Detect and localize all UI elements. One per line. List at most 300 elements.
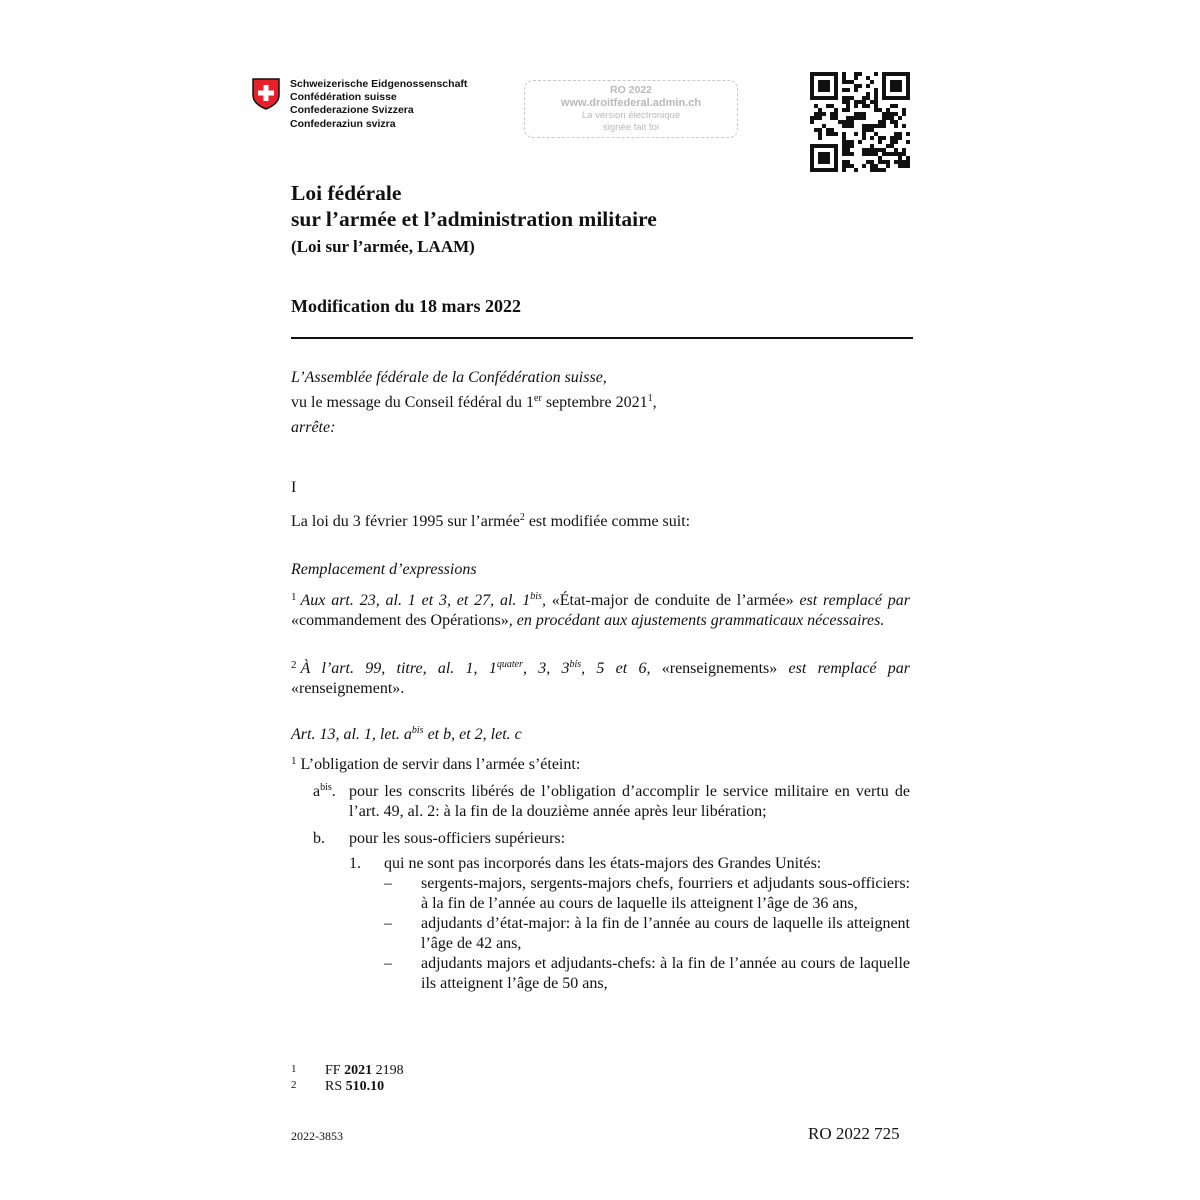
qr-module	[854, 116, 858, 120]
conf-line-fr: Confédération suisse	[290, 91, 397, 104]
qr-module	[902, 124, 906, 128]
article-paragraph-1	[291, 751, 580, 775]
qr-module	[874, 100, 878, 104]
qr-module	[846, 120, 850, 124]
qr-module	[822, 160, 826, 164]
footnote-2	[291, 1079, 591, 1095]
qr-module	[906, 160, 910, 164]
qr-module	[898, 136, 902, 140]
qr-module	[878, 148, 882, 152]
qr-module	[874, 148, 878, 152]
qr-module	[898, 156, 902, 160]
qr-module	[846, 108, 850, 112]
qr-module	[854, 76, 858, 80]
qr-module	[830, 132, 834, 136]
confederation-names	[290, 78, 467, 131]
qr-module	[842, 136, 846, 140]
qr-module	[850, 152, 854, 156]
item-abis-label	[313, 782, 336, 802]
qr-module	[890, 136, 894, 140]
qr-module	[826, 96, 830, 100]
qr-module	[842, 160, 846, 164]
qr-module	[894, 148, 898, 152]
qr-module	[842, 88, 846, 92]
qr-module	[894, 84, 898, 88]
replacement-heading: Remplacement d’expressions	[291, 561, 477, 578]
preamble-decree: arrête:	[291, 419, 336, 436]
qr-module	[882, 160, 886, 164]
qr-module	[870, 100, 874, 104]
qr-module	[830, 168, 834, 172]
qr-module	[882, 148, 886, 152]
qr-module	[894, 152, 898, 156]
qr-module	[886, 108, 890, 112]
message-text-2: septembre 2021	[541, 394, 648, 411]
qr-module	[814, 144, 818, 148]
qr-module	[842, 148, 846, 152]
qr-module	[834, 156, 838, 160]
modification-date: Modification du 18 mars 2022	[291, 296, 522, 316]
qr-module	[810, 116, 814, 120]
qr-module	[886, 144, 890, 148]
preamble-assembly: L’Assemblée fédérale de la Confédération suisse,	[291, 369, 607, 386]
title-line-2: sur l’armée et l’administration militaire	[291, 207, 657, 231]
qr-module	[894, 72, 898, 76]
p2-ref: À l’art. 99, titre, al. 1, 1	[300, 660, 497, 677]
p2-ref-2: , 3, 3	[522, 660, 570, 677]
qr-module	[846, 80, 850, 84]
qr-module	[882, 76, 886, 80]
qr-module	[902, 160, 906, 164]
qr-module	[906, 88, 910, 92]
qr-code-icon[interactable]	[810, 72, 910, 172]
intro-text: La loi du 3 février 1995 sur l’armée	[291, 513, 520, 530]
qr-module	[878, 168, 882, 172]
dash-marker: –	[384, 915, 392, 932]
qr-module	[818, 96, 822, 100]
footnote-ref-2[interactable]: 2	[519, 512, 525, 523]
qr-module	[846, 116, 850, 120]
qr-module	[814, 72, 818, 76]
qr-module	[886, 96, 890, 100]
section-number: I	[291, 479, 297, 496]
qr-module	[898, 88, 902, 92]
p1-verb: est remplacé par	[799, 592, 911, 609]
qr-module	[842, 108, 846, 112]
qr-module	[890, 144, 894, 148]
qr-module	[842, 80, 846, 84]
footnote-bold: 510.10	[345, 1079, 385, 1094]
qr-module	[862, 124, 866, 128]
qr-module	[842, 76, 846, 80]
qr-module	[854, 112, 858, 116]
qr-module	[854, 132, 858, 136]
qr-module	[882, 136, 886, 140]
qr-module	[842, 152, 846, 156]
qr-module	[818, 112, 822, 116]
qr-module	[858, 72, 862, 76]
qr-module	[822, 84, 826, 88]
qr-module	[810, 168, 814, 172]
qr-module	[862, 104, 866, 108]
footnote-post: 2198	[372, 1063, 404, 1078]
footnote-pre: FF	[325, 1063, 345, 1078]
qr-module	[810, 72, 814, 76]
p1-tail: , en procédant aux ajustements grammaticaux nécessaires.	[508, 612, 885, 629]
qr-module	[826, 88, 830, 92]
qr-module	[818, 128, 822, 132]
qr-module	[834, 164, 838, 168]
qr-module	[834, 152, 838, 156]
qr-module	[894, 120, 898, 124]
qr-module	[890, 84, 894, 88]
qr-module	[874, 132, 878, 136]
p2-old-term: «renseignements»	[650, 660, 789, 677]
qr-module	[822, 88, 826, 92]
qr-module	[846, 140, 850, 144]
qr-module	[810, 160, 814, 164]
qr-module	[834, 80, 838, 84]
qr-module	[906, 92, 910, 96]
article-para-text: L’obligation de servir dans l’armée s’éteint:	[300, 756, 581, 773]
qr-module	[810, 88, 814, 92]
qr-module	[866, 84, 870, 88]
qr-module	[870, 144, 874, 148]
qr-module	[898, 84, 902, 88]
qr-module	[906, 164, 910, 168]
message-sup: er	[534, 393, 542, 404]
item-b-label: b.	[313, 830, 325, 847]
qr-module	[818, 156, 822, 160]
qr-module	[846, 152, 850, 156]
qr-module	[902, 164, 906, 168]
qr-module	[874, 88, 878, 92]
qr-module	[894, 136, 898, 140]
qr-module	[902, 152, 906, 156]
qr-module	[810, 152, 814, 156]
p2-verb: est remplacé par	[788, 660, 911, 677]
document-number: 2022-3853	[291, 1129, 343, 1143]
message-end: ,	[652, 394, 657, 411]
qr-module	[810, 156, 814, 160]
qr-module	[894, 80, 898, 84]
qr-module	[882, 80, 886, 84]
qr-module	[814, 116, 818, 120]
qr-module	[826, 84, 830, 88]
qr-module	[850, 140, 854, 144]
qr-module	[850, 124, 854, 128]
abis-dot: .	[331, 783, 336, 800]
qr-module	[890, 72, 894, 76]
qr-module	[870, 168, 874, 172]
qr-module	[902, 112, 906, 116]
qr-module	[906, 80, 910, 84]
qr-module	[906, 76, 910, 80]
qr-module	[878, 120, 882, 124]
qr-module	[834, 84, 838, 88]
qr-module	[870, 160, 874, 164]
qr-module	[866, 76, 870, 80]
qr-module	[886, 116, 890, 120]
qr-module	[874, 164, 878, 168]
dash-item-text: adjudants d’état-major: à la fin de l’année au cours de laquelle ils atteignent l’âge de 42 ans,	[421, 915, 910, 952]
qr-module	[834, 144, 838, 148]
qr-module	[874, 108, 878, 112]
document-title	[291, 180, 657, 232]
qr-module	[838, 120, 842, 124]
qr-module	[854, 104, 858, 108]
p2-ref-3: , 5 et 6,	[581, 660, 651, 677]
qr-module	[886, 152, 890, 156]
qr-module	[826, 168, 830, 172]
conf-line-it: Confederazione Svizzera	[290, 104, 414, 117]
qr-module	[890, 80, 894, 84]
dash-item-text: adjudants majors et adjudants-chefs: à la fin de l’année au cours de laquelle ils atteignent l’âge de 50 ans,	[421, 955, 910, 992]
publication-stamp	[524, 80, 738, 138]
qr-module	[830, 144, 834, 148]
qr-module	[898, 80, 902, 84]
item-b-text: pour les sous-officiers supérieurs:	[349, 830, 566, 847]
qr-module	[874, 124, 878, 128]
publication-reference: RO 2022 725	[808, 1124, 900, 1143]
qr-module	[854, 72, 858, 76]
title-divider	[291, 337, 913, 339]
dash-item	[384, 954, 910, 994]
qr-module	[858, 116, 862, 120]
qr-module	[822, 112, 826, 116]
qr-module	[810, 120, 814, 124]
p1-sup: bis	[530, 591, 542, 602]
qr-module	[866, 152, 870, 156]
qr-module	[902, 96, 906, 100]
qr-module	[830, 104, 834, 108]
para-number: 2	[291, 659, 297, 671]
qr-module	[878, 160, 882, 164]
qr-module	[898, 160, 902, 164]
qr-module	[834, 148, 838, 152]
intro-text-2: est modifiée comme suit:	[524, 513, 691, 530]
qr-module	[890, 96, 894, 100]
qr-module	[866, 148, 870, 152]
qr-module	[862, 112, 866, 116]
qr-module	[898, 116, 902, 120]
article-heading	[291, 725, 522, 745]
qr-module	[878, 140, 882, 144]
qr-module	[870, 148, 874, 152]
qr-module	[850, 80, 854, 84]
message-text: vu le message du Conseil fédéral du 1	[291, 394, 535, 411]
qr-module	[902, 108, 906, 112]
qr-module	[894, 124, 898, 128]
qr-module	[810, 76, 814, 80]
qr-module	[870, 128, 874, 132]
qr-module	[846, 148, 850, 152]
qr-module	[810, 92, 814, 96]
qr-module	[882, 92, 886, 96]
qr-module	[810, 96, 814, 100]
qr-module	[870, 136, 874, 140]
qr-module	[826, 72, 830, 76]
qr-module	[834, 168, 838, 172]
footnote-number: 1	[291, 1063, 297, 1075]
qr-module	[814, 112, 818, 116]
article-heading-a: Art. 13, al. 1, let. a	[291, 726, 412, 743]
qr-module	[866, 96, 870, 100]
qr-module	[846, 96, 850, 100]
qr-module	[882, 124, 886, 128]
qr-module	[842, 168, 846, 172]
preamble	[291, 368, 913, 438]
qr-module	[866, 104, 870, 108]
qr-module	[846, 100, 850, 104]
qr-module	[818, 80, 822, 84]
qr-module	[826, 160, 830, 164]
dash-marker: –	[384, 875, 392, 892]
qr-module	[874, 92, 878, 96]
qr-module	[830, 72, 834, 76]
qr-module	[810, 80, 814, 84]
qr-module	[842, 144, 846, 148]
qr-module	[858, 140, 862, 144]
stamp-note-2: signée fait foi	[603, 122, 659, 133]
qr-module	[870, 80, 874, 84]
qr-module	[822, 156, 826, 160]
qr-module	[882, 112, 886, 116]
p2-new-term: «renseignement».	[291, 680, 405, 697]
qr-module	[890, 140, 894, 144]
qr-module	[894, 160, 898, 164]
footnote-number: 2	[291, 1079, 297, 1091]
stamp-note-1: La version électronique	[581, 110, 681, 121]
qr-module	[818, 84, 822, 88]
qr-module	[850, 164, 854, 168]
qr-module	[818, 72, 822, 76]
abis-sup: bis	[320, 782, 332, 793]
qr-module	[810, 164, 814, 168]
qr-module	[862, 96, 866, 100]
qr-module	[882, 96, 886, 100]
qr-module	[834, 108, 838, 112]
qr-module	[862, 148, 866, 152]
qr-module	[814, 96, 818, 100]
qr-module	[866, 128, 870, 132]
qr-module	[834, 92, 838, 96]
qr-module	[846, 104, 850, 108]
qr-module	[894, 132, 898, 136]
qr-module	[882, 116, 886, 120]
stamp-url[interactable]: www.droitfederal.admin.ch	[560, 97, 702, 109]
qr-module	[878, 108, 882, 112]
qr-module	[818, 108, 822, 112]
qr-module	[906, 132, 910, 136]
qr-module	[818, 136, 822, 140]
qr-module	[830, 96, 834, 100]
qr-module	[850, 116, 854, 120]
qr-module	[854, 100, 858, 104]
qr-module	[878, 124, 882, 128]
qr-module	[842, 124, 846, 128]
qr-module	[874, 104, 878, 108]
qr-module	[834, 116, 838, 120]
qr-module	[906, 72, 910, 76]
qr-module	[878, 136, 882, 140]
qr-module	[882, 120, 886, 124]
document-subtitle: (Loi sur l’armée, LAAM)	[291, 237, 475, 256]
conf-line-de: Schweizerische Eidgenossenschaft	[290, 78, 468, 90]
qr-module	[882, 88, 886, 92]
qr-module	[818, 88, 822, 92]
qr-module	[906, 84, 910, 88]
qr-module	[850, 120, 854, 124]
qr-module	[834, 72, 838, 76]
qr-module	[826, 128, 830, 132]
qr-module	[814, 168, 818, 172]
qr-module	[834, 96, 838, 100]
dash-list	[384, 874, 910, 994]
qr-module	[894, 112, 898, 116]
qr-module	[842, 132, 846, 136]
qr-module	[862, 152, 866, 156]
qr-module	[818, 160, 822, 164]
qr-module	[882, 84, 886, 88]
qr-module	[842, 140, 846, 144]
qr-module	[830, 112, 834, 116]
conf-line-rm: Confederaziun svizra	[290, 117, 396, 130]
qr-module	[834, 88, 838, 92]
intro-sentence	[291, 512, 690, 532]
qr-module	[810, 144, 814, 148]
qr-module	[890, 116, 894, 120]
qr-module	[814, 128, 818, 132]
dash-item	[384, 914, 910, 954]
qr-module	[846, 124, 850, 128]
qr-module	[870, 152, 874, 156]
qr-module	[882, 72, 886, 76]
qr-module	[810, 84, 814, 88]
qr-module	[826, 156, 830, 160]
dash-marker: –	[384, 955, 392, 972]
article-heading-sup: bis	[411, 725, 424, 736]
qr-module	[870, 124, 874, 128]
qr-module	[814, 104, 818, 108]
qr-module	[866, 124, 870, 128]
footnote-ref-1[interactable]: 1	[647, 393, 653, 404]
qr-module	[882, 168, 886, 172]
p1-old-term: «État-major de conduite de l’armée»	[545, 592, 800, 609]
qr-module	[898, 164, 902, 168]
qr-module	[890, 120, 894, 124]
qr-module	[874, 152, 878, 156]
qr-module	[842, 164, 846, 168]
qr-module	[906, 156, 910, 160]
qr-module	[862, 116, 866, 120]
qr-module	[894, 104, 898, 108]
preamble-message	[291, 393, 913, 413]
qr-module	[822, 168, 826, 172]
p1-comma: ,	[541, 592, 546, 609]
qr-module	[890, 112, 894, 116]
replacement-paragraph-1	[291, 587, 910, 631]
qr-module	[854, 88, 858, 92]
qr-module	[886, 112, 890, 116]
dash-item	[384, 874, 910, 914]
qr-module	[890, 104, 894, 108]
qr-module	[898, 96, 902, 100]
stamp-ro: RO 2022	[609, 84, 653, 96]
qr-module	[862, 128, 866, 132]
qr-module	[818, 168, 822, 172]
qr-module	[854, 168, 858, 172]
